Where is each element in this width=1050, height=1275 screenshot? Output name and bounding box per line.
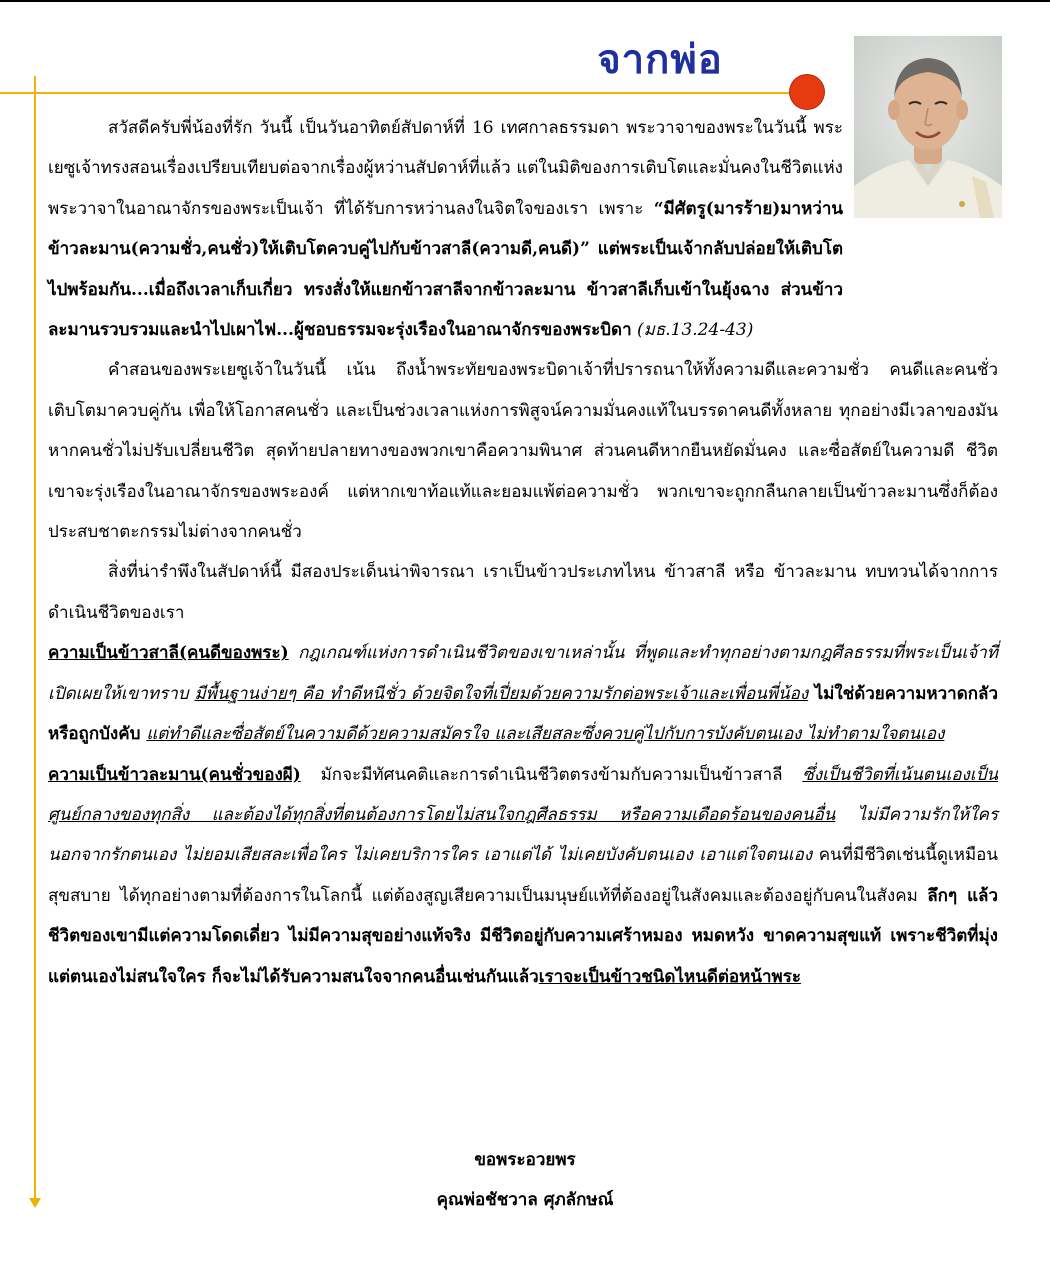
closing-question: เราจะเป็นข้าวชนิดไหนดีต่อหน้าพระ [538, 966, 801, 987]
parable-quote: “มีศัตรู(มารร้าย)มาหว่านข้าวละมาน(ความชั่ว,คนชั่ว)ให้เติบโตควบคู่ไปกับข้าวสาลี(ความดี,คนดี)” แต่พระเป็นเจ้ากลับปล่อยให้เติบโตไปพร้อมกัน...เมื่อถึงเวลาเก็บเกี่ยว ทรงสั่งให้แยกข้าวสาลีจากข้าวละมาน ข้าวสาลีเก็บเข้าในยุ้งฉาง ส่วนข้าวละมานรวบรวมและนำไปเผาไฟ...ผู้ชอบธรรมจะรุ่งเรืองในอาณาจักรของพระบิดา [48, 198, 843, 341]
paragraph-teaching: คำสอนของพระเยซูเจ้าในวันนี้ เน้น ถึงน้ำพระทัยของพระบิดาเจ้าที่ปรารถนาให้ทั้งความดีและความชั่ว คนดีและคนชั่วเติบโตมาควบคู่กัน เพื่อให้โอกาสคนชั่ว และเป็นช่วงเวลาแห่งการพิสูจน์ความมั่นคงแท้ในบรรดาคนดีทั้งหลาย ทุกอย่างมีเวลาของมัน หากคนชั่วไม่ปรับเปลี่ยนชีวิต สุดท้ายปลายทางของพวกเขาคือความพินาศ ส่วนคนดีหากยืนหยัดมั่นคง และซื่อสัตย์ในความดี ชีวิตเขาจะรุ่งเรืองในอาณาจักรของพระองค์ แต่หากเขาท้อแท้และยอมแพ้ต่อความชั่ว พวกเขาจะถูกกลืนกลายเป็นข้าวละมานซึ่งก็ต้องประสบชาตะกรรมไม่ต่างจากคนชั่ว [48, 360, 998, 543]
wheat-text-c: ไม่ใช่ด้วยความหวาดกลัวหรือถูกบังคับ [48, 683, 999, 745]
top-border [0, 0, 1050, 2]
tares-text-c: ไม่มีความรักให้ใครนอกจากรักตนเอง ไม่ยอมเสียสละเพื่อใคร ไม่เคยบริการใคร เอาแต่ได้ ไม่เคยบังคับตนเอง เอาแต่ใจตนเอง [48, 804, 998, 866]
tares-text-b: ซึ่งเป็นชีวิตที่เน้นตนเองเป็นศูนย์กลางของทุกสิ่ง และต้องได้ทุกสิ่งที่ตนต้องการโดยไม่สนใจกฎศีลธรรม หรือความเดือดร้อนของคนอื่น [48, 764, 998, 825]
signature-name: คุณพ่อชัชวาล ศุภลักษณ์ [436, 1190, 614, 1210]
accent-horizontal-line [0, 92, 808, 94]
paragraph-tares [48, 755, 998, 997]
tares-heading: ความเป็นข้าวละมาน(คนชั่วของผี) [48, 764, 301, 785]
signature-blessing: ขอพระอวยพร [474, 1150, 576, 1170]
wheat-text-d: แต่ทำดีและซื่อสัตย์ในความดีด้วยความสมัครใจ และเสียสละซึ่งควบคู่ไปกับการบังคับตนเอง ไม่ทำตามใจตนเอง [146, 724, 945, 745]
page-title: จากพ่อ [597, 37, 723, 83]
paragraph-intro [48, 108, 843, 350]
tares-text-d: คนที่มีชีวิตเช่นนี้ดูเหมือนสุขสบาย ได้ทุกอย่างตามที่ต้องการในโลกนี้ แต่ต้องสูญเสียความเป็นมนุษย์แท้ที่ต้องอยู่ในสังคมและต้องอยู่กับคนในสังคม [48, 845, 999, 906]
wheat-text-b: มีพื้นฐานง่ายๆ คือ ทำดีหนีชั่ว ด้วยจิตใจที่เปี่ยมด้วยความรักต่อพระเจ้าและเพื่อนพี่น้อง [194, 683, 809, 704]
scripture-reference: (มธ.13.24-43) [631, 320, 754, 341]
tares-text-a: มักจะมีทัศนคติและการดำเนินชีวิตตรงข้ามกับความเป็นข้าวสาลี [300, 764, 803, 785]
paragraph-wheat [48, 633, 998, 754]
red-dot-icon [790, 75, 824, 109]
wheat-heading: ความเป็นข้าวสาลี(คนดีของพระ) [48, 643, 289, 664]
article-body [48, 108, 998, 997]
accent-vertical-line [34, 76, 36, 1198]
wheat-text-a: กฎเกณฑ์แห่งการดำเนินชีวิตของเขาเหล่านั้น ที่พูดและทำทุกอย่างตามกฎศีลธรรมที่พระเป็นเจ้าที่เปิดเผยให้เขาทราบ [48, 643, 998, 704]
tares-text-e: ลึกๆ แล้วชีวิตของเขามีแต่ความโดดเดี่ยว ไม่มีความสุขอย่างแท้จริง มีชีวิตอยู่กับความเศร้าหมอง หมดหวัง ขาดความสุขแท้ เพราะชีวิตที่มุ่งแต่ตนเองไม่สนใจใคร ก็จะไม่ได้รับความสนใจจากคนอื่นเช่นกันแล้ว [48, 885, 998, 987]
intro-text: สวัสดีครับพี่น้องที่รัก วันนี้ เป็นวันอาทิตย์สัปดาห์ที่ 16 เทศกาลธรรมดา พระวาจาของพระในวันนี้ พระเยซูเจ้าทรงสอนเรื่องเปรียบเทียบต่อจากเรื่องผู้หว่านสัปดาห์ที่แล้ว แต่ในมิติของการเติบโตและมั่นคงในชีวิตแห่งพระวาจาในอาณาจักรของพระเป็นเจ้า ที่ได้รับการหว่านลงในจิตใจของเรา เพราะ [48, 118, 843, 219]
paragraph-reflection: สิ่งที่น่ารำพึงในสัปดาห์นี้ มีสองประเด็นน่าพิจารณา เราเป็นข้าวประเภทไหน ข้าวสาลี หรือ ข้าวละมาน ทบทวนได้จากการดำเนินชีวิตของเรา [48, 562, 998, 623]
